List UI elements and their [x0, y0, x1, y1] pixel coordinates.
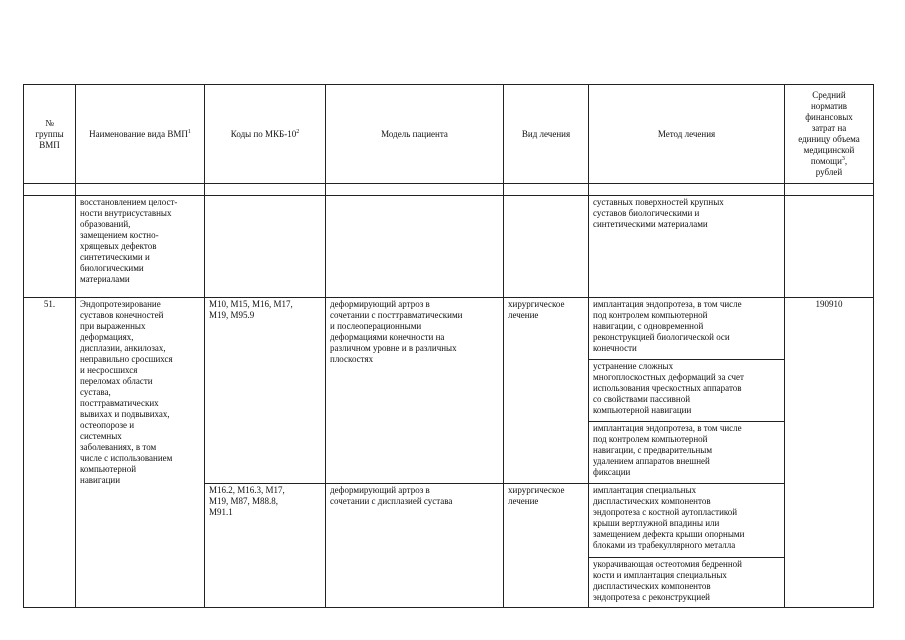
- header-row: [24, 85, 874, 184]
- continued-vmp-name: восстановлением целост- ности внутрисуставных образований, замещением костно- хрящевых дефектов синтетическими и биологическими материалами: [76, 196, 205, 298]
- header-icd-codes: Коды по МКБ-$10^2$: [205, 85, 326, 184]
- header-spacer-row: [24, 184, 874, 196]
- icd-codes-2: M16.2, M16.3, M17, M19, M87, M88.8, M91.1: [205, 484, 326, 608]
- continued-method: суставных поверхностей крупных суставов биологическими и синтетическими материалами: [589, 196, 785, 298]
- group-number: 51.: [24, 298, 76, 608]
- header-patient-model: Модель пациента: [326, 85, 504, 184]
- average-cost: 190910: [785, 298, 874, 608]
- vmp-table: [23, 84, 874, 608]
- treatment-type-1: хирургическое лечение: [504, 298, 589, 484]
- table-row-continued: [24, 196, 874, 298]
- method-2-1: имплантация специальных диспластических компонентов эндопротеза с костной аутопластикой крыши вертлужной впадины или замещением дефекта крыши опорными блоками из трабекуллярного металла: [589, 484, 785, 558]
- treatment-type-2: хирургическое лечение: [504, 484, 589, 608]
- patient-model-2: деформирующий артроз в сочетании с дисплазией сустава: [326, 484, 504, 608]
- group-vmp-name: Эндопротезирование суставов конечностей при выраженных деформациях, дисплазии, анкилозах, неправильно сросшихся и несросшихся переломах области сустава, посттравматических вывихах и подвывихах, остеопорозе и системных заболеваниях, в том числе с использованием компьютерной навигации: [76, 298, 205, 608]
- header-treatment-type: Вид лечения: [504, 85, 589, 184]
- method-2-2: укорачивающая остеотомия бедренной кости и имплантация специальных диспластических компонентов эндопротеза с реконструкцией: [589, 558, 785, 608]
- table-row-51-a: [24, 298, 874, 360]
- method-1-3: имплантация эндопротеза, в том числе под контролем компьютерной навигации, с предварительным удалением аппаратов внешней фиксации: [589, 422, 785, 484]
- header-vmp-name: Наименование вида ВМП$^1$: [76, 85, 205, 184]
- header-group-number: № группы ВМП: [24, 85, 76, 184]
- method-1-1: имплантация эндопротеза, в том числе под контролем компьютерной навигации, с одновременной реконструкцией биологической оси конечности: [589, 298, 785, 360]
- patient-model-1: деформирующий артроз в сочетании с посттравматическими и послеоперационными деформациями конечности на различном уровне и в различных плоскостях: [326, 298, 504, 484]
- method-1-2: устранение сложных многоплоскостных деформаций за счет использования чрескостных аппаратов со свойствами пассивной компьютерной навигации: [589, 360, 785, 422]
- icd-codes-1: M10, M15, M16, M17, M19, M95.9: [205, 298, 326, 484]
- header-treatment-method: Метод лечения: [589, 85, 785, 184]
- header-average-cost: Средний норматив финансовых затрат на единицу объема медицинской помощи$^3$, рублей: [785, 85, 874, 184]
